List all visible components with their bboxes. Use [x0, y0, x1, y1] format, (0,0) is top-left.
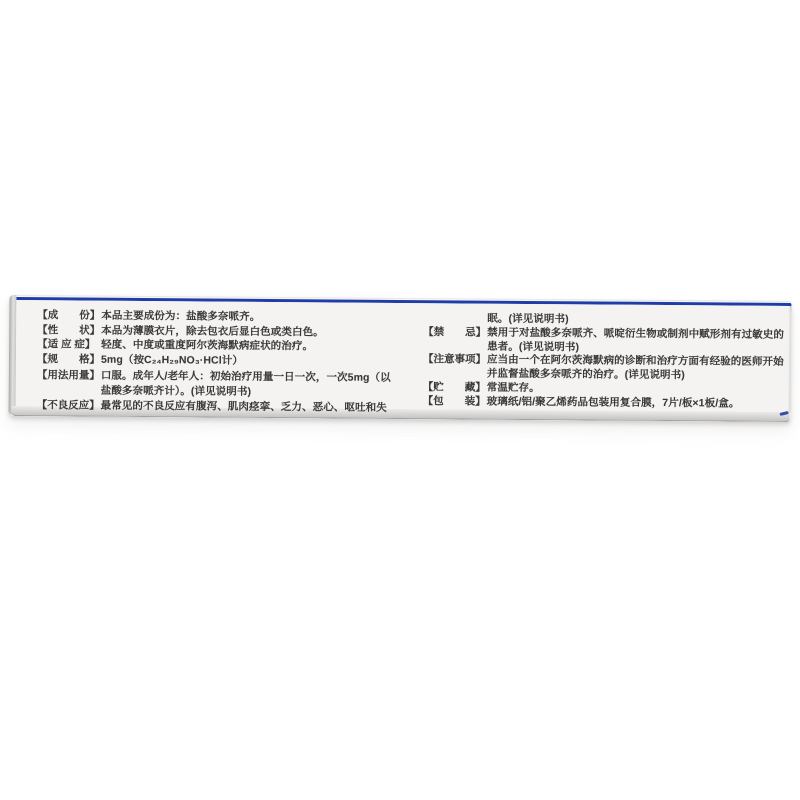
field-text: 玻璃纸/铝/聚乙烯药品包装用复合膜，7片/板×1板/盒。 — [486, 395, 740, 410]
field-label: 【禁 忌】 — [423, 325, 487, 339]
field-text: 眠。(详见说明书) — [487, 312, 569, 326]
field-label — [423, 340, 487, 354]
field-text: 本品主要成份为：盐酸多奈哌齐。 — [101, 309, 261, 323]
field-text: 轻度、中度或重度阿尔茨海默病症状的治疗。 — [101, 338, 314, 353]
field-text: 盐酸多奈哌齐计）。(详见说明书) — [100, 384, 252, 398]
field-text: 禁用于对盐酸多奈哌齐、哌啶衍生物或制剂中赋形剂有过敏史的 — [487, 326, 785, 341]
medicine-box-back-panel — [9, 295, 792, 422]
field-label: 【规 格】 — [36, 352, 101, 366]
spec-line-packaging — [423, 395, 784, 412]
field-label: 【注意事项】 — [422, 353, 487, 367]
field-label — [37, 383, 101, 398]
field-text: 应当由一个在阿尔茨海默病的诊断和治疗方面有经验的医师开始 — [486, 354, 784, 369]
field-text: 患者。(详见说明书) — [487, 340, 580, 353]
field-text: 5mg（按C₂₄H₂₉NO₃·HCl计） — [100, 353, 244, 367]
field-label: 【包 装】 — [422, 394, 486, 408]
spec-line-adverse-reactions — [37, 398, 391, 415]
field-label: 【不良反应】 — [36, 398, 100, 412]
box-right-edge — [788, 306, 792, 413]
field-label: 【性 状】 — [37, 323, 101, 337]
field-label: 【用法用量】 — [36, 369, 100, 383]
field-label: 【适 应 症】 — [37, 338, 96, 351]
field-label: 【成 份】 — [37, 309, 101, 322]
field-label: 【贮 藏】 — [422, 381, 486, 394]
field-text: 最常见的不良反应有腹泻、肌肉痉挛、乏力、恶心、呕吐和失 — [100, 399, 387, 414]
field-text: 并监督盐酸多奈哌齐的治疗。(详见说明书) — [486, 367, 685, 382]
field-label — [423, 312, 487, 326]
spec-line-strength — [37, 352, 391, 369]
field-text: 本品为薄膜衣片，除去包衣后显白色或类白色。 — [101, 324, 324, 339]
spec-column-left — [37, 308, 392, 415]
field-text: 常温贮存。 — [486, 381, 540, 395]
spec-column-right — [423, 312, 785, 411]
field-label — [423, 367, 487, 381]
field-text: 口服。成年人/老年人：初始治疗用量一日一次，一次5mg（以 — [100, 370, 391, 385]
